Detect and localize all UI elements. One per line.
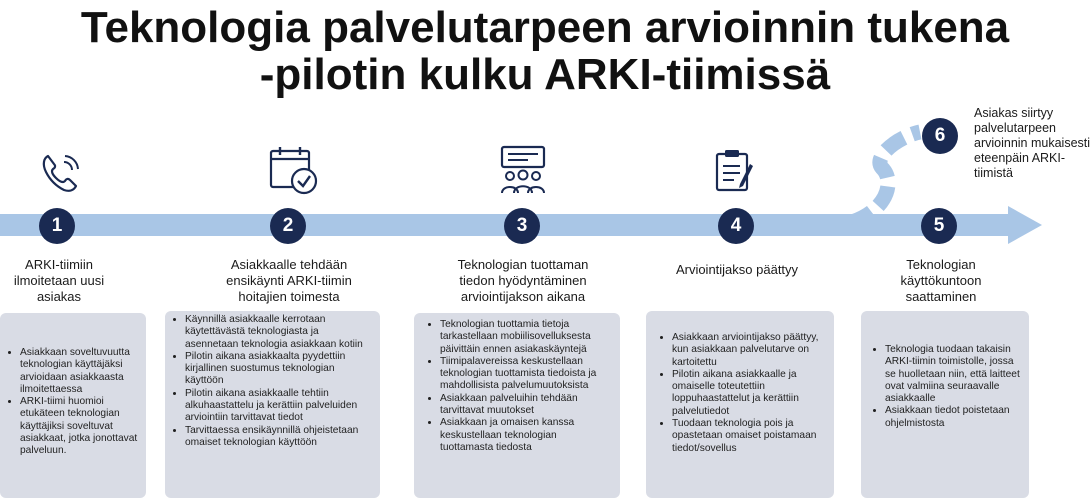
list-item: • Tiimipalavereissa keskustellaan teknologian tuottamista tiedoista ja mahdollisista palvelumuutoksista [440,356,612,393]
list-item: • Pilotin aikana asiakkaalta pyydettiin kirjallinen suostumus teknologian käyttöön [185,351,372,388]
list-item: • Teknologian tuottamia tietoja tarkastellaan mobiilisovelluksesta päivittäin ennen asiakaskäyntejä [440,319,612,356]
step-4-list [652,332,824,455]
step-2-number: 2 [270,208,306,244]
step-4-number: 4 [718,208,754,244]
list-item: • Asiakkaan ja omaisen kanssa keskustellaan teknologian tuottamasta tiedosta [440,417,612,454]
step-6-text-line: Asiakas siirtyy [974,106,1054,120]
step-6-number: 6 [922,118,958,154]
step-6-text-line: eteenpäin ARKI- [974,151,1066,165]
clipboard-icon [712,148,754,194]
step-2-list [165,314,372,449]
step-3-number: 3 [504,208,540,244]
step-1-details [0,313,146,498]
step-5-title-line: saattaminen [905,289,977,304]
step-5-number: 5 [921,208,957,244]
step-4-details [646,311,834,498]
list-item: • Asiakkaan soveltuvuutta teknologian käyttäjäksi arvioidaan asiakkaasta ilmoitettaessa [20,347,140,396]
list-item: • Tarvittaessa ensikäynnillä ohjeistetaan omaiset teknologian käyttöön [185,425,372,450]
title-line-1: Teknologia palvelutarpeen arvioinnin tukena [80,3,1010,52]
step-5-title-line: Teknologian [906,257,976,272]
list-item: • Käynnillä asiakkaalle kerrotaan käytettävästä teknologiasta ja asennetaan teknologia asiakkaan kotiin [185,314,372,351]
step-1-list [0,347,140,458]
list-item: • Asiakkaan tiedot poistetaan ohjelmistosta [885,405,1021,430]
step-3-title [438,257,608,305]
step-3-title-line: tiedon hyödyntäminen [459,273,587,288]
list-item: • Pilotin aikana asiakkaalle tehtiin alkuhaastattelu ja kerättiin palveluiden arviointiin tarvittavat tiedot [185,388,372,425]
step-1-title [0,257,118,305]
step-3-title-line: arviointijakson aikana [460,289,586,304]
step-5-title [876,257,1006,305]
title-line-2: -pilotin kulku ARKI-tiimissä [259,50,831,99]
branch-dashed-arrow [852,132,920,222]
list-item: • ARKI-tiimi huomioi etukäteen teknologian käyttäjiksi soveltuvat asiakkaat, jotka jonottavat palveluun. [20,396,140,457]
step-2-details [165,311,380,498]
phone-icon [38,150,84,196]
step-4-title-line: Arviointijakso päättyy [675,262,799,277]
step-2-title-line: ensikäynti ARKI-tiimin [226,273,352,288]
step-3-title-line: Teknologian tuottaman [457,257,589,272]
list-item: • Tuodaan teknologia pois ja opastetaan omaiset poistamaan tiedot/sovellus [672,418,824,455]
step-3-details [414,313,620,498]
step-5-list [865,344,1021,430]
step-2-title-line: hoitajien toimesta [238,289,340,304]
step-2-title-line: Asiakkaalle tehdään [230,257,348,272]
step-5-title-line: käyttökuntoon [900,273,982,288]
step-2-title [210,257,368,305]
step-6-text [974,106,1090,181]
step-6-text-line: arvioinnin mukaisesti [974,136,1090,150]
step-1-title-line: ARKI-tiimiin [25,257,93,272]
list-item: • Asiakkaan palveluihin tehdään tarvittavat muutokset [440,393,612,418]
step-1-title-line: asiakas [36,289,82,304]
step-4-title [652,262,822,278]
step-6-text-line: tiimistä [974,166,1013,180]
step-5-details [861,311,1029,498]
list-item: • Teknologia tuodaan takaisin ARKI-tiimin toimistolle, jossa se huolletaan niin, että laitteet ovat valmiina seuraavalle asiakkaalle [885,344,1021,405]
list-item: • Pilotin aikana asiakkaalle ja omaiselle toteutettiin loppuhaastattelut ja kerättiin palvelutiedot [672,369,824,418]
timeline-arrow-head [1008,206,1042,244]
step-3-list [420,319,612,454]
step-1-title-line: ilmoitetaan uusi [13,273,105,288]
list-item: • Asiakkaan arviointijakso päättyy, kun asiakkaan palvelutarve on kartoitettu [672,332,824,369]
step-6-text-line: palvelutarpeen [974,121,1057,135]
calendar-check-icon [268,144,320,196]
step-1-number: 1 [39,208,75,244]
team-meeting-icon [498,145,548,197]
